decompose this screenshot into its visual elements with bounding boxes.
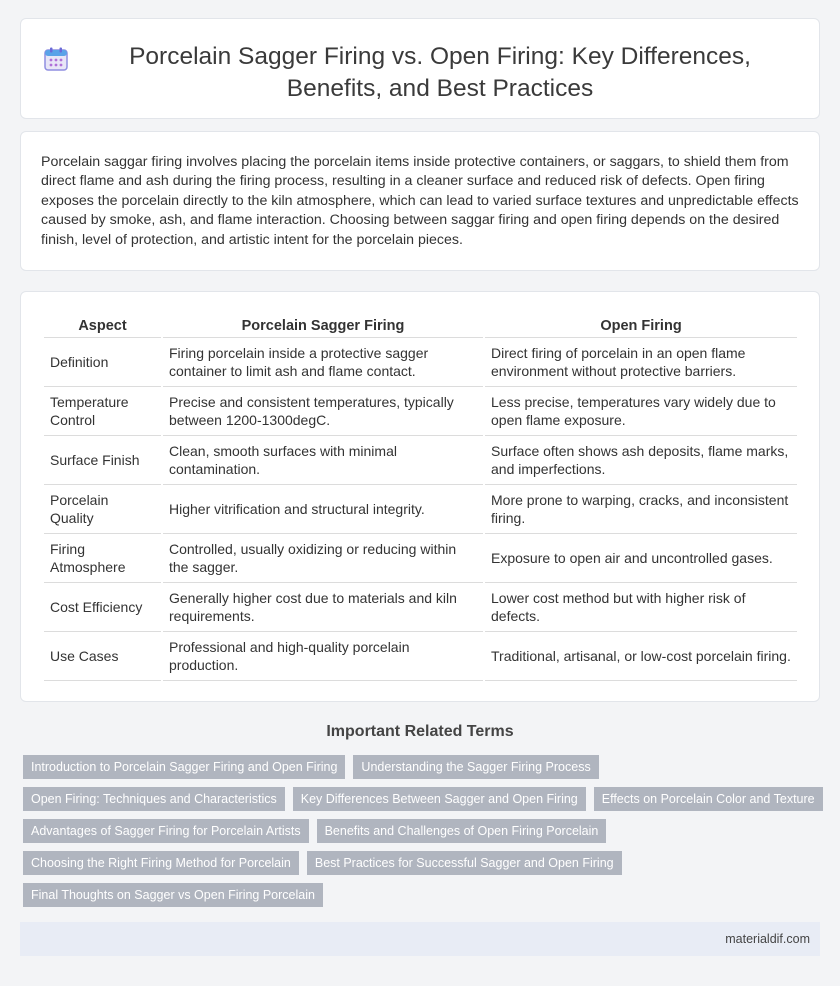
- row-open: More prone to warping, cracks, and inconsistent firing.: [485, 485, 797, 534]
- tag-row: [23, 851, 813, 875]
- row-sagger: Generally higher cost due to materials and kiln requirements.: [163, 583, 483, 632]
- tag-row: [23, 755, 813, 779]
- related-terms-heading: Important Related Terms: [326, 723, 514, 740]
- related-term-link[interactable]: Effects on Porcelain Color and Texture: [594, 787, 823, 811]
- tag-row: [23, 787, 813, 811]
- table-row: [44, 338, 797, 387]
- row-open: Lower cost method but with higher risk of defects.: [485, 583, 797, 632]
- row-aspect: Firing Atmosphere: [44, 534, 161, 583]
- row-open: Exposure to open air and uncontrolled gases.: [485, 534, 797, 583]
- row-aspect: Surface Finish: [44, 436, 161, 485]
- related-term-link[interactable]: Benefits and Challenges of Open Firing Porcelain: [317, 819, 607, 843]
- row-open: Less precise, temperatures vary widely due to open flame exposure.: [485, 387, 797, 436]
- related-term-link[interactable]: Choosing the Right Firing Method for Porcelain: [23, 851, 299, 875]
- tag-row: [23, 883, 813, 907]
- table-row: [44, 534, 797, 583]
- table-row: [44, 583, 797, 632]
- row-sagger: Precise and consistent temperatures, typically between 1200-1300degC.: [163, 387, 483, 436]
- row-open: Traditional, artisanal, or low-cost porcelain firing.: [485, 632, 797, 681]
- header-sagger: Porcelain Sagger Firing: [163, 316, 483, 338]
- comparison-card: [20, 291, 820, 702]
- related-term-link[interactable]: Advantages of Sagger Firing for Porcelain Artists: [23, 819, 309, 843]
- row-sagger: Firing porcelain inside a protective sagger container to limit ash and flame contact.: [163, 338, 483, 387]
- header-open: Open Firing: [485, 316, 797, 338]
- row-open: Direct firing of porcelain in an open flame environment without protective barriers.: [485, 338, 797, 387]
- table-row: [44, 387, 797, 436]
- footer: [20, 922, 820, 956]
- footer-site-link[interactable]: materialdif.com: [725, 932, 810, 946]
- row-open: Surface often shows ash deposits, flame marks, and imperfections.: [485, 436, 797, 485]
- table-header-row: [44, 316, 797, 338]
- row-aspect: Temperature Control: [44, 387, 161, 436]
- related-term-link[interactable]: Understanding the Sagger Firing Process: [353, 755, 598, 779]
- intro-paragraph: Porcelain saggar firing involves placing the porcelain items inside protective containers, or saggars, to shield them from direct flame and ash during the firing process, resulting in a cleaner surface and reduced risk of defects. Open firing exposes the porcelain directly to the kiln atmosphere, which can lead to varied surface textures and unpredictable effects caused by smoke, ash, and flame interaction. Choosing between saggar firing and open firing depends on the desired finish, level of protection, and artistic intent for the porcelain pieces.: [41, 154, 799, 248]
- related-term-link[interactable]: Open Firing: Techniques and Characteristics: [23, 787, 285, 811]
- row-sagger: Clean, smooth surfaces with minimal contamination.: [163, 436, 483, 485]
- tag-row: [23, 819, 813, 843]
- table-row: [44, 485, 797, 534]
- title-card: [20, 18, 820, 119]
- row-aspect: Porcelain Quality: [44, 485, 161, 534]
- row-sagger: Professional and high-quality porcelain production.: [163, 632, 483, 681]
- row-sagger: Higher vitrification and structural integrity.: [163, 485, 483, 534]
- related-terms-list: [23, 755, 813, 915]
- related-term-link[interactable]: Best Practices for Successful Sagger and Open Firing: [307, 851, 622, 875]
- related-term-link[interactable]: Introduction to Porcelain Sagger Firing and Open Firing: [23, 755, 345, 779]
- comparison-table: [42, 316, 799, 681]
- page-title: Porcelain Sagger Firing vs. Open Firing: Key Differences, Benefits, and Best Practices: [129, 43, 751, 102]
- table-row: [44, 436, 797, 485]
- related-term-link[interactable]: Final Thoughts on Sagger vs Open Firing Porcelain: [23, 883, 323, 907]
- related-term-link[interactable]: Key Differences Between Sagger and Open Firing: [293, 787, 586, 811]
- row-aspect: Use Cases: [44, 632, 161, 681]
- row-aspect: Definition: [44, 338, 161, 387]
- table-row: [44, 632, 797, 681]
- row-aspect: Cost Efficiency: [44, 583, 161, 632]
- intro-card: [20, 131, 820, 271]
- row-sagger: Controlled, usually oxidizing or reducing within the sagger.: [163, 534, 483, 583]
- header-aspect: Aspect: [44, 316, 161, 338]
